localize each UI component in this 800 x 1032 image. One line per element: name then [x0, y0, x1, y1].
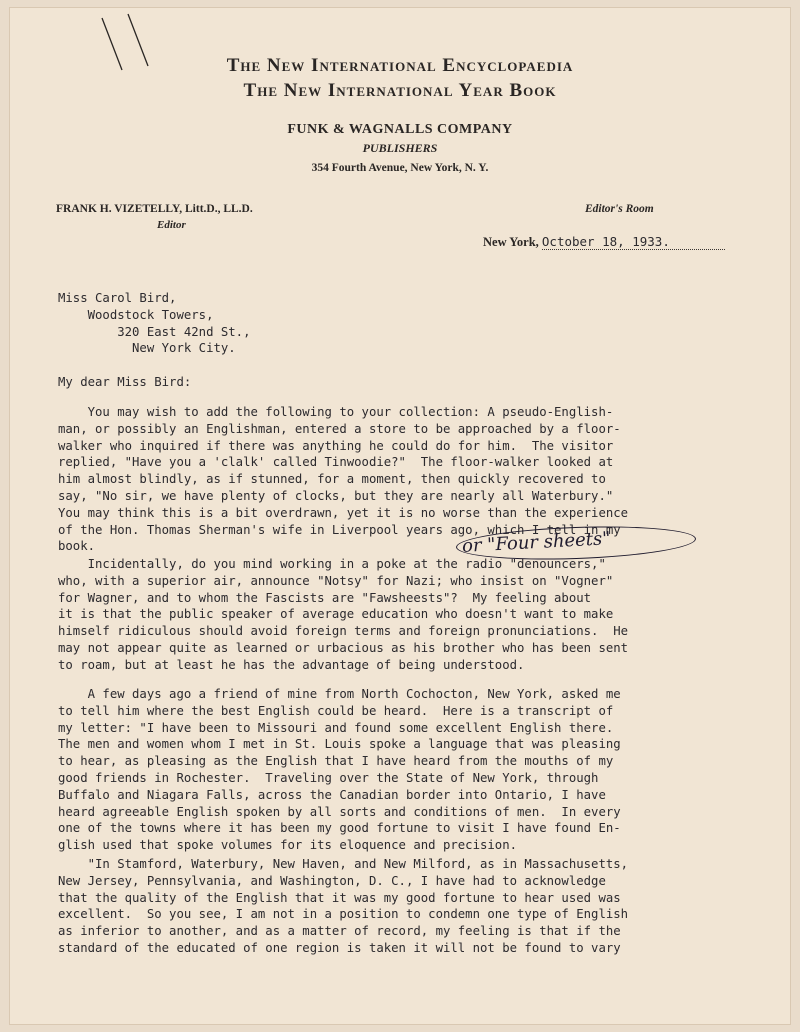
salutation: My dear Miss Bird: [58, 375, 192, 389]
company-name: FUNK & WAGNALLS COMPANY [287, 122, 513, 137]
dateline-date: October 18, 1933. [542, 234, 725, 250]
dateline-place: New York, [483, 235, 542, 249]
letterhead-encyclopaedia: The New International Encyclopaedia [226, 55, 574, 76]
paragraph-1: You may wish to add the following to your collection: A pseudo-English- man, or possibly an Englishman, entered a store to be approached by a floor- walker who inquired if there was anything he could do for him. The visitor replied, "Have you a 'clalk' called Tinwoodie?" The floor-walker looked at him almost blindly, as if stunned, for a moment, then quickly recovered to say, "No sir, we have plenty of clocks, but they are nearly all Waterbury." You may think this is a bit overdrawn, yet it is no worse than the experience of the Hon. Thomas Sherman's wife in Liverpool years ago, which I tell in my book. [58, 405, 629, 554]
paragraph-4: "In Stamford, Waterbury, New Haven, and New Milford, as in Massachusetts, New Jersey, Pennsylvania, and Washington, D. C., I have had to acknowledge that the quality of the English that it was my good fortune to hear used was excellent. So you see, I am not in a position to condemn one type of English as inferior to another, and as a matter of record, my feeling is that if the standard of the educated of one region is taken it will not be found to vary [58, 857, 629, 955]
editor-title: Editor [157, 219, 186, 231]
editor-name: FRANK H. VIZETELLY, Litt.D., LL.D. [56, 203, 253, 215]
recipient-address: Miss Carol Bird, Woodstock Towers, 320 East 42nd St., New York City. [58, 291, 251, 356]
letterhead-year-book: The New International Year Book [243, 80, 557, 101]
editors-room-label: Editor's Room [585, 203, 654, 215]
paragraph-3: A few days ago a friend of mine from North Cochocton, New York, asked me to tell him where the best English could be heard. Here is a transcript of my letter: "I have been to Missouri and found some excellent English there. The men and women whom I met in St. Louis spoke a language that was pleasing to hear, as pleasing as the English that I have heard from the mouths of my good friends in Rochester. Traveling over the State of New York, through Buffalo and Niagara Falls, across the Canadian border into Ontario, I have heard agreeable English spoken by all sorts and conditions of men. In every one of the towns where it has been my good fortune to visit I have found En- glish used that spoke volumes for its eloquence and precision. [58, 687, 621, 853]
publishers-label: PUBLISHERS [362, 141, 438, 155]
dateline [483, 234, 725, 250]
company-address: 354 Fourth Avenue, New York, N. Y. [311, 162, 489, 174]
paragraph-2: Incidentally, do you mind working in a poke at the radio "denouncers," who, with a superior air, announce "Notsy" for Nazi; who insist on "Vogner" for Wagner, and to whom the Fascists are "Fawsheests"? My feeling about it is that the public speaker of average education who doesn't want to make himself ridiculous should avoid foreign terms and foreign pronunciations. He may not appear quite as learned or urbacious as his brother who has been sent to roam, but at least he has the advantage of being understood. [58, 557, 629, 672]
handwritten-note: or "Four sheets" [461, 528, 612, 557]
